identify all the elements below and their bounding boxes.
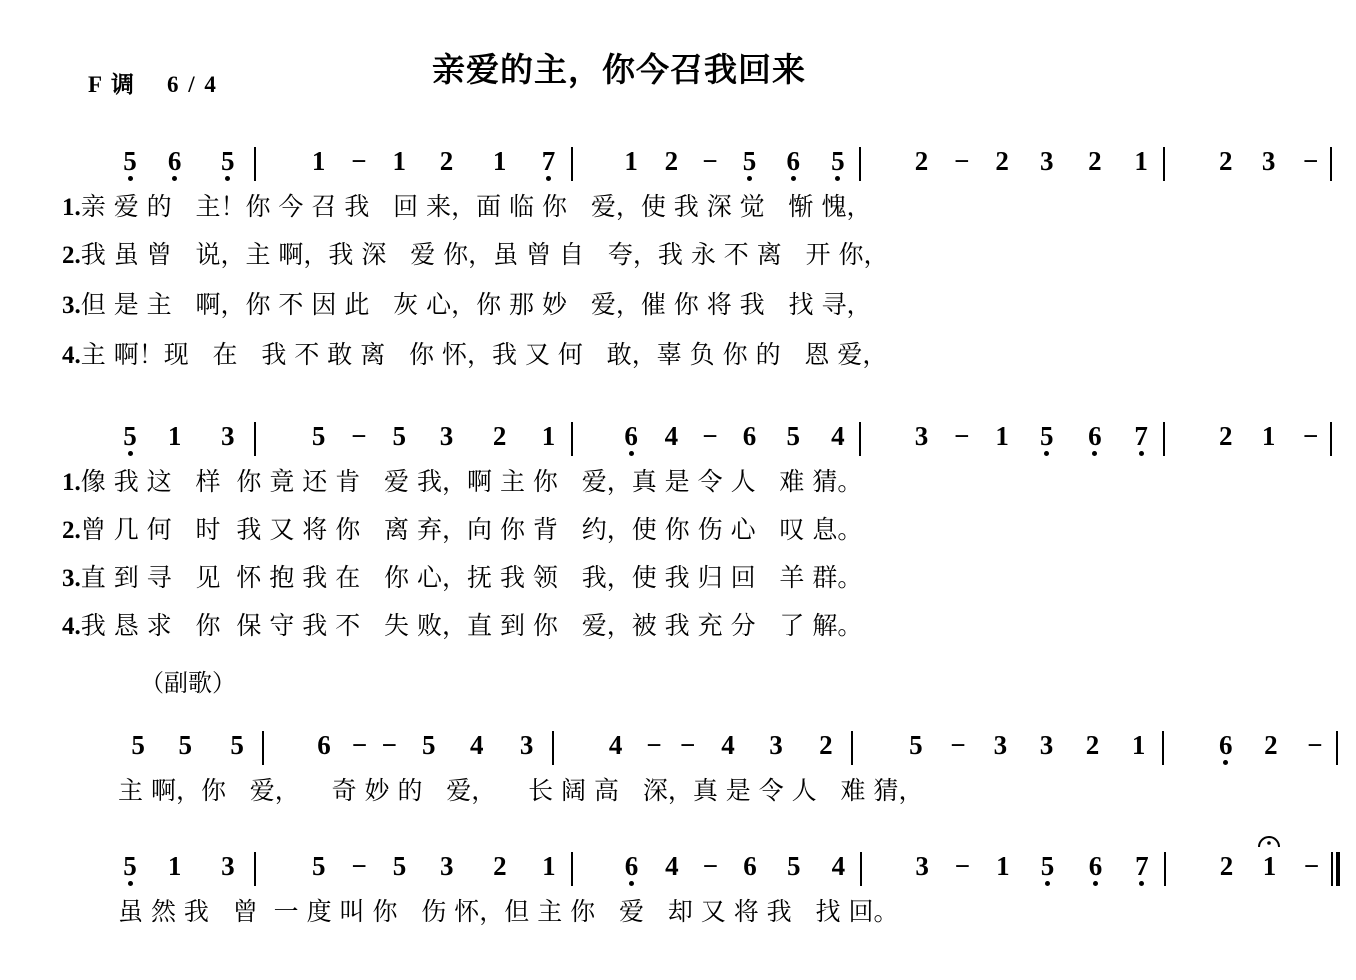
note-number — [1072, 851, 1120, 881]
note-glyph: 5 — [421, 730, 436, 760]
lyric-row-4-chorus — [118, 897, 1356, 928]
note-number — [527, 851, 572, 881]
note-number — [770, 421, 816, 451]
note-glyph: 5 — [131, 730, 145, 760]
note-glyph: 4 — [721, 730, 735, 760]
note-glyph: 6 — [742, 421, 757, 451]
note-glyph: 5 — [201, 146, 254, 176]
lyric-row-2-verse-3 — [62, 563, 1300, 594]
note-number — [112, 851, 148, 881]
note-glyph: 1 — [996, 851, 1010, 881]
note-number — [770, 146, 816, 176]
note-glyph: 5 — [816, 146, 859, 176]
note-number — [652, 146, 691, 176]
lyric-text: 曾 几 何 时 我 又 将 你 离 弃，向 你 背 约，使 你 伤 心 叹 息。 — [80, 515, 863, 544]
note-glyph: − — [351, 730, 368, 760]
barline — [254, 147, 256, 181]
note-glyph: 1 — [542, 851, 556, 881]
note-number — [420, 146, 473, 176]
note-glyph: 1 — [167, 851, 182, 881]
note-glyph: 3 — [439, 421, 454, 451]
note-number — [1205, 421, 1246, 451]
note-sustain-dash — [1294, 730, 1336, 760]
note-number — [452, 730, 502, 760]
note-glyph: − — [1303, 851, 1320, 881]
note-sustain-dash — [339, 421, 378, 451]
note-glyph: 5 — [112, 851, 148, 881]
barline — [571, 852, 573, 886]
note-sustain-dash — [339, 851, 378, 881]
note-number — [751, 730, 801, 760]
note-glyph: 2 — [1264, 730, 1278, 760]
note-glyph: 2 — [1218, 421, 1233, 451]
note-glyph: − — [351, 851, 367, 881]
lyric-row-1-verse-3 — [62, 290, 1300, 321]
note-glyph: 1 — [492, 146, 507, 176]
note-glyph: 2 — [493, 851, 507, 881]
note-sustain-dash — [670, 730, 705, 760]
note-glyph: 3 — [915, 851, 929, 881]
note-glyph: 2 — [1085, 730, 1100, 760]
barline — [851, 731, 853, 765]
note-number — [148, 851, 201, 881]
note-glyph: 2 — [914, 146, 929, 176]
note-glyph: 5 — [112, 421, 148, 451]
note-glyph: 7 — [526, 146, 571, 176]
verse-number: 1. — [62, 194, 81, 221]
note-glyph: 3 — [1040, 146, 1054, 176]
verse-number: 2. — [62, 517, 81, 544]
note-number — [502, 730, 552, 760]
note-glyph: 5 — [112, 146, 148, 176]
verse-number: 4. — [62, 613, 81, 640]
note-glyph: 3 — [221, 851, 235, 881]
note-sustain-dash — [638, 730, 671, 760]
note-number — [148, 421, 201, 451]
note-number — [201, 146, 254, 176]
note-glyph: − — [954, 851, 971, 881]
lyric-row-2-verse-4 — [62, 611, 1300, 642]
note-number — [729, 421, 770, 451]
lyric-text: 我 恳 求 你 保 守 我 不 失 败，直 到 你 爱，被 我 充 分 了 解。 — [80, 611, 863, 640]
key-signature: F 调 — [88, 72, 136, 97]
note-number — [112, 421, 148, 451]
note-glyph: − — [679, 730, 696, 760]
note-number — [1023, 730, 1069, 760]
note-number — [982, 146, 1023, 176]
lyric-row-1-verse-4 — [62, 340, 1300, 371]
note-number — [1246, 421, 1291, 451]
note-glyph: 3 — [993, 730, 1008, 760]
note-glyph: − — [702, 851, 719, 881]
note-glyph: 4 — [831, 421, 845, 451]
note-number — [201, 421, 254, 451]
note-number — [729, 146, 770, 176]
note-glyph: 3 — [914, 421, 929, 451]
note-sustain-dash — [942, 146, 981, 176]
note-glyph: − — [351, 421, 367, 451]
note-number — [1116, 730, 1162, 760]
lyric-text: 亲 爱 的 主！你 今 召 我 回 来，面 临 你 爱，使 我 深 觉 惭 愧， — [80, 192, 872, 221]
note-glyph: 4 — [665, 851, 679, 881]
note-number — [1023, 851, 1071, 881]
note-glyph: − — [381, 730, 398, 760]
note-glyph: 1 — [392, 146, 407, 176]
notation-row-1 — [0, 146, 1350, 192]
lyric-text: 像 我 这 样 你 竟 还 肯 爱 我，啊 主 你 爱，真 是 令 人 难 猜。 — [80, 467, 863, 496]
lyric-text: 直 到 寻 见 怀 抱 我 在 你 心，抚 我 领 我，使 我 归 回 羊 群。 — [80, 563, 863, 592]
note-sustain-dash — [691, 146, 729, 176]
note-number — [526, 421, 571, 451]
note-glyph: 5 — [1023, 851, 1071, 881]
note-number — [771, 851, 817, 881]
note-number — [901, 421, 942, 451]
barline — [859, 147, 861, 181]
note-glyph: 5 — [230, 730, 244, 760]
lyric-row-2-verse-2 — [62, 515, 1300, 546]
note-number — [1204, 730, 1248, 760]
lyric-text: 主 啊，你 爱， 奇 妙 的 爱， 长 阔 高 深，真 是 令 人 难 猜， — [118, 776, 924, 805]
note-number — [298, 851, 339, 881]
note-glyph: 6 — [770, 146, 816, 176]
note-number — [473, 421, 526, 451]
verse-number: 3. — [62, 292, 81, 319]
note-number — [729, 851, 770, 881]
note-number — [526, 146, 571, 176]
barline — [1163, 147, 1165, 181]
note-glyph: 1 — [541, 421, 556, 451]
lyric-row-1-verse-2 — [62, 240, 1300, 271]
note-glyph: 6 — [1204, 730, 1248, 760]
note-glyph: 2 — [1218, 146, 1233, 176]
note-glyph: 1 — [1134, 146, 1148, 176]
note-number — [982, 421, 1023, 451]
note-glyph: − — [1302, 421, 1319, 451]
note-glyph: 4 — [664, 421, 679, 451]
note-glyph: 1 — [311, 146, 326, 176]
note-number — [1247, 851, 1292, 881]
note-sustain-dash — [692, 851, 730, 881]
note-number — [901, 146, 942, 176]
note-glyph: 2 — [492, 421, 507, 451]
note-glyph: − — [950, 730, 966, 760]
note-glyph: 3 — [519, 730, 534, 760]
note-number — [594, 730, 638, 760]
note-glyph: − — [954, 146, 970, 176]
note-number — [1119, 421, 1164, 451]
note-number — [1120, 851, 1165, 881]
note-number — [420, 421, 473, 451]
barline — [1330, 147, 1332, 181]
note-number — [298, 421, 339, 451]
note-number — [977, 730, 1023, 760]
page-title: 亲爱的主，你今召我回来 — [432, 50, 806, 89]
note-number — [112, 146, 148, 176]
note-number — [158, 730, 212, 760]
note-number — [652, 421, 691, 451]
notation-row-2 — [0, 421, 1350, 467]
note-glyph: 5 — [392, 851, 407, 881]
note-number — [816, 146, 859, 176]
note-glyph: 2 — [819, 730, 833, 760]
note-glyph: 4 — [608, 730, 623, 760]
note-number — [1206, 851, 1247, 881]
note-glyph: 6 — [743, 851, 757, 881]
note-glyph: − — [351, 146, 367, 176]
barline — [1330, 422, 1332, 456]
note-glyph: 6 — [317, 730, 331, 760]
fermata-icon — [1258, 836, 1280, 848]
note-number — [1248, 730, 1294, 760]
barline — [552, 731, 554, 765]
note-number — [801, 730, 851, 760]
note-sustain-dash — [1291, 146, 1330, 176]
note-glyph: 2 — [664, 146, 679, 176]
note-glyph: 2 — [439, 146, 454, 176]
note-number — [1070, 730, 1116, 760]
verse-number: 4. — [62, 342, 81, 369]
note-number — [1023, 146, 1071, 176]
note-glyph: − — [646, 730, 662, 760]
note-number — [420, 851, 473, 881]
barline — [571, 147, 573, 181]
lyric-row-2-verse-1 — [62, 467, 1300, 498]
lyric-row-1-verse-1 — [62, 192, 1300, 223]
note-glyph: 5 — [909, 730, 923, 760]
note-number — [1205, 146, 1246, 176]
note-number — [379, 421, 420, 451]
note-glyph: 7 — [1120, 851, 1165, 881]
note-number — [982, 851, 1023, 881]
note-number — [816, 421, 859, 451]
verse-number: 1. — [62, 469, 81, 496]
note-number — [1071, 421, 1119, 451]
verse-number: 3. — [62, 565, 81, 592]
note-number — [473, 851, 526, 881]
note-number — [817, 851, 860, 881]
note-glyph: 1 — [1262, 851, 1277, 881]
note-number — [611, 851, 652, 881]
note-glyph: 6 — [148, 146, 201, 176]
note-glyph: 5 — [786, 421, 800, 451]
note-glyph: 1 — [167, 421, 182, 451]
barline — [859, 422, 861, 456]
note-sustain-dash — [1291, 421, 1330, 451]
note-sustain-dash — [373, 730, 406, 760]
note-glyph: 1 — [995, 421, 1009, 451]
note-glyph: 6 — [1072, 851, 1120, 881]
note-glyph: 3 — [439, 851, 454, 881]
lyric-text: 但 是 主 啊，你 不 因 此 灰 心，你 那 妙 爱，催 你 将 我 找 寻， — [80, 290, 872, 319]
note-number — [379, 851, 420, 881]
barline — [254, 852, 256, 886]
note-number — [652, 851, 691, 881]
note-number — [406, 730, 452, 760]
note-number — [379, 146, 420, 176]
note-glyph: − — [954, 421, 970, 451]
note-glyph: − — [1302, 146, 1319, 176]
barline — [1163, 422, 1165, 456]
barline — [571, 422, 573, 456]
note-number — [212, 730, 262, 760]
note-number — [1246, 146, 1291, 176]
note-number — [1071, 146, 1119, 176]
note-sustain-dash — [339, 146, 378, 176]
note-glyph: 6 — [611, 421, 652, 451]
note-glyph: 6 — [611, 851, 652, 881]
note-glyph: 5 — [786, 851, 801, 881]
barline — [1162, 731, 1164, 765]
note-glyph: 6 — [1071, 421, 1119, 451]
time-signature: 6 / 4 — [166, 72, 218, 97]
barline — [860, 852, 862, 886]
note-sustain-dash — [691, 421, 729, 451]
note-number — [298, 146, 339, 176]
lyric-row-3-chorus — [118, 776, 1356, 807]
note-glyph: 1 — [1131, 730, 1146, 760]
note-glyph: 5 — [1023, 421, 1071, 451]
note-glyph: 5 — [178, 730, 192, 760]
barline — [254, 422, 256, 456]
notation-row-3 — [0, 730, 1356, 776]
note-glyph: 2 — [1219, 851, 1234, 881]
note-glyph: 3 — [1039, 730, 1054, 760]
note-number — [705, 730, 751, 760]
note-glyph: 4 — [831, 851, 846, 881]
note-glyph: 7 — [1119, 421, 1164, 451]
note-number — [201, 851, 254, 881]
note-glyph: − — [702, 421, 718, 451]
lyric-text: 我 虽 曾 说，主 啊，我 深 爱 你，虽 曾 自 夸，我 永 不 离 开 你， — [80, 240, 889, 269]
note-number — [302, 730, 346, 760]
note-number — [1023, 421, 1071, 451]
note-glyph: 1 — [624, 146, 638, 176]
note-glyph: 3 — [769, 730, 783, 760]
note-glyph: − — [702, 146, 718, 176]
barline — [1164, 852, 1166, 886]
final-double-barline — [1331, 852, 1339, 886]
note-glyph: 5 — [392, 421, 407, 451]
note-glyph: 2 — [1088, 146, 1102, 176]
note-glyph: 3 — [1261, 146, 1276, 176]
note-glyph: 3 — [221, 421, 235, 451]
note-sustain-dash — [943, 851, 982, 881]
note-sustain-dash — [1292, 851, 1331, 881]
note-number — [902, 851, 943, 881]
note-glyph: 2 — [995, 146, 1009, 176]
note-number — [473, 146, 526, 176]
barline — [1336, 731, 1338, 765]
note-glyph: 5 — [311, 421, 326, 451]
note-glyph: 4 — [469, 730, 484, 760]
note-number — [148, 146, 201, 176]
note-number — [1119, 146, 1164, 176]
note-glyph: 1 — [1261, 421, 1276, 451]
note-number — [118, 730, 158, 760]
lyric-text: 主 啊！现 在 我 不 敢 离 你 怀，我 又 何 敢，辜 负 你 的 恩 爱， — [80, 340, 888, 369]
note-glyph: 5 — [729, 146, 770, 176]
note-number — [611, 421, 652, 451]
note-number — [611, 146, 652, 176]
note-sustain-dash — [346, 730, 373, 760]
verse-number: 2. — [62, 242, 81, 269]
note-sustain-dash — [942, 421, 981, 451]
notation-row-4 — [0, 851, 1350, 897]
note-number — [893, 730, 939, 760]
note-glyph: 5 — [312, 851, 326, 881]
chorus-label: （副歌） — [140, 669, 236, 697]
note-sustain-dash — [939, 730, 977, 760]
lyric-text: 虽 然 我 曾 一 度 叫 你 伤 怀，但 主 你 爱 却 又 将 我 找 回。 — [118, 897, 899, 926]
barline — [262, 731, 264, 765]
note-glyph: − — [1307, 730, 1323, 760]
